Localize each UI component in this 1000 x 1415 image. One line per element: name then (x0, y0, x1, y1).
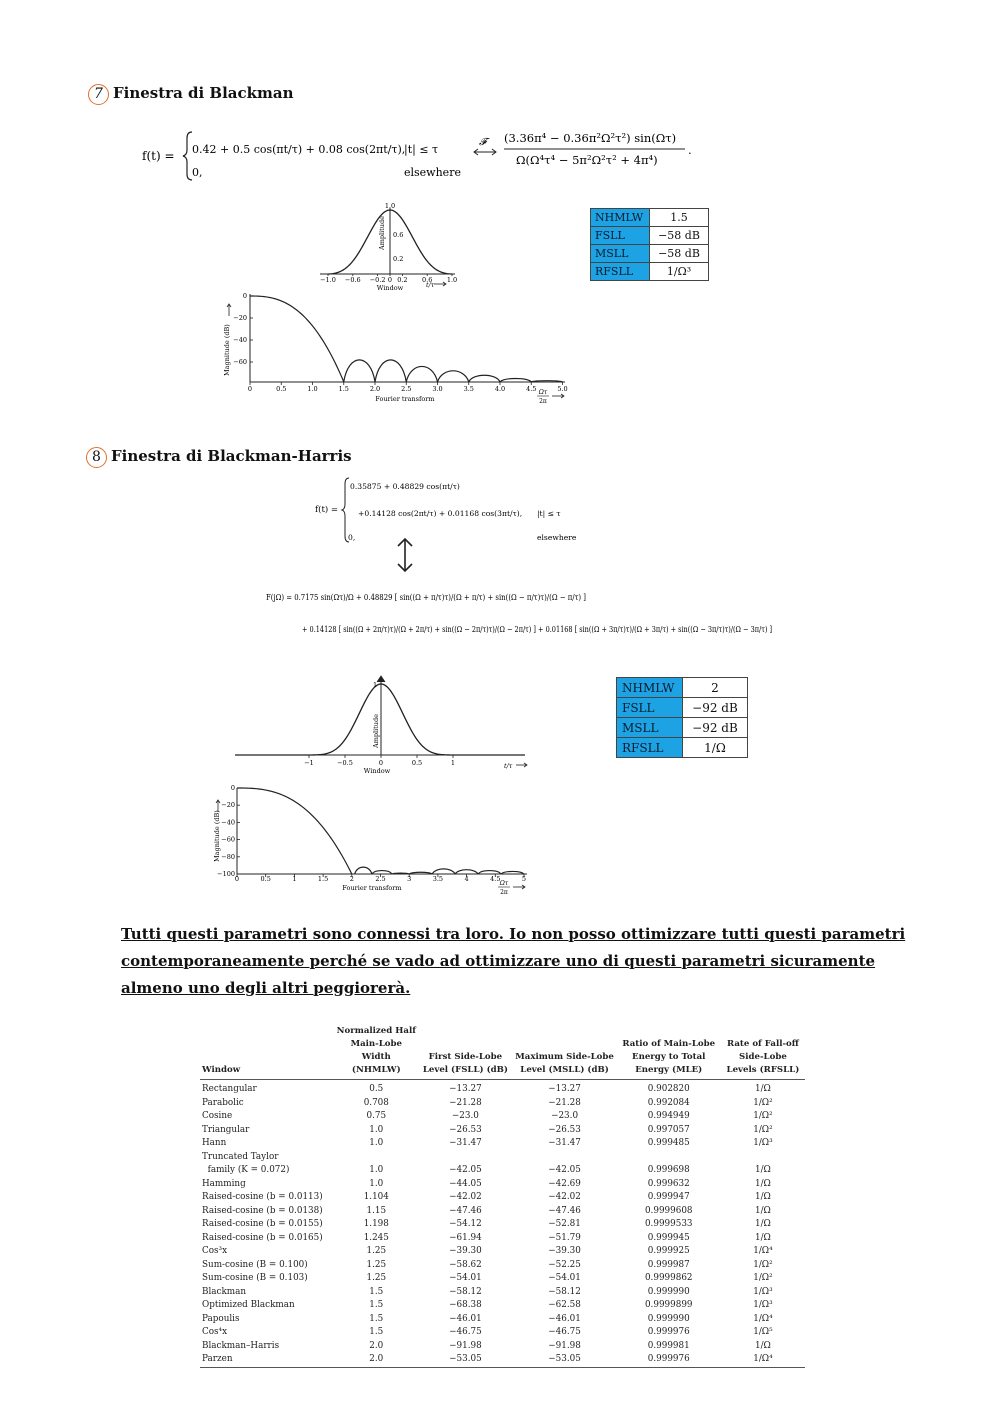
table-row (200, 1299, 805, 1313)
table-row (200, 1232, 805, 1246)
tick-label: 0 (378, 759, 384, 767)
value-cell: 1/Ω² (753, 1273, 773, 1283)
tick-label: 3.5 (463, 385, 474, 393)
value-cell: 0.999976 (647, 1327, 690, 1337)
tick-label: 0.2 (397, 276, 408, 284)
table-header-row (200, 1025, 805, 1080)
tick-label: 2.5 (375, 875, 386, 883)
transform-line-1: F(jΩ) = 0.7175 sin(Ωτ)/Ω + 0.48829 [ sin((Ω + π/τ)τ)/(Ω + π/τ) + sin((Ω − π/τ)τ)/(Ω − π/τ) ] (266, 593, 586, 602)
window-name-cell: Raised-cosine (b = 0.0165) (202, 1232, 323, 1243)
tick-label: −100 (217, 870, 235, 878)
value-cell: 1/Ω (754, 1165, 771, 1175)
tick-label: 3 (407, 875, 412, 883)
window-name-cell: Hamming (202, 1178, 246, 1189)
table-row (200, 1137, 805, 1151)
value-cell: 2.0 (334, 1353, 418, 1367)
window-name-cell: Raised-cosine (b = 0.0155) (202, 1219, 323, 1229)
window-name-cell: Sum-cosine (B = 0.100) (202, 1259, 308, 1270)
tick-label: −20 (233, 314, 247, 322)
parameters-note: Tutti questi parametri sono connessi tra loro. Io non posso ottimizzare tutti questi parametri contemporaneamente perché se vado ad ottimizzare uno di questi parametri sicuramente almeno uno degli altri peggiorerà. (121, 925, 906, 997)
fourier-symbol: 𝓕 (479, 137, 487, 148)
table-row (200, 1124, 805, 1138)
tick-label: −0.2 (369, 276, 386, 284)
value-cell: −42.05 (548, 1165, 581, 1175)
section-title-text: Finestra di Blackman (113, 84, 294, 102)
column-header: Ratio of Main-Lobe Energy to Total Energy (MLE) (617, 1025, 721, 1080)
value-cell: 1/Ω³ (753, 1300, 773, 1310)
value-cell: −62.58 (548, 1300, 581, 1310)
value-cell: −47.46 (449, 1205, 482, 1216)
tick-label: 0.6 (422, 276, 433, 284)
formula-rhs-denominator: Ω(Ω⁴τ⁴ − 5π²Ω²τ² + 4π⁴) (516, 153, 658, 167)
x-axis-title: Fourier transform (375, 395, 435, 403)
table-row (200, 1164, 805, 1178)
formula-cond-2: elsewhere (404, 166, 461, 179)
param-row: FSLL −92 dB (617, 698, 748, 718)
tick-label: −1 (304, 759, 314, 767)
x-axis-label: t/τ (504, 762, 513, 770)
value-cell: 0.999698 (647, 1165, 690, 1175)
value-cell: 1/Ω³ (753, 1138, 773, 1148)
value-cell: −52.81 (548, 1219, 581, 1229)
tick-label: 4.5 (490, 875, 501, 883)
value-cell: 0.9999899 (644, 1300, 693, 1310)
magnitude-curve (237, 788, 524, 874)
tick-label: −60 (221, 835, 235, 844)
svg-text:2π: 2π (500, 889, 508, 896)
formula-cond-2: elsewhere (537, 533, 577, 542)
value-cell: 1.245 (363, 1232, 389, 1243)
tick-label: 3.0 (432, 385, 443, 393)
tick-label: −40 (221, 818, 235, 827)
tick-label: 1 (450, 759, 456, 767)
tick-label: 4.5 (526, 385, 537, 393)
value-cell: −23.0 (451, 1111, 479, 1121)
blackman-harris-formula (312, 474, 612, 546)
x-axis-title: Fourier transform (342, 884, 402, 892)
table-row (200, 1259, 805, 1273)
value-cell (512, 1151, 616, 1165)
value-cell: −53.05 (512, 1353, 616, 1367)
tick-label: 5.0 (557, 385, 568, 393)
value-cell: −13.27 (548, 1084, 581, 1094)
value-cell: 0.999990 (647, 1313, 690, 1324)
column-header: First Side-Lobe Level (FSLL) (dB) (418, 1025, 512, 1080)
tick-label: −0.5 (337, 759, 353, 767)
value-cell: 0.999925 (647, 1246, 690, 1256)
y-axis-label: Amplitude (372, 714, 380, 748)
value-cell: 1.5 (369, 1286, 384, 1297)
value-cell: 1/Ω (754, 1340, 771, 1351)
svg-text:Ωτ: Ωτ (538, 389, 548, 396)
tick-label: 0 (387, 276, 393, 284)
tick-label: −40 (233, 336, 247, 344)
param-row: NHMLW 1.5 (591, 209, 709, 227)
blackman-window-plot (310, 198, 470, 293)
value-cell: 1/Ω⁴ (753, 1246, 773, 1256)
tick-label: −1.0 (320, 276, 336, 284)
value-cell: −58.62 (449, 1259, 482, 1270)
column-header: Rate of Fall-off Side-Lobe Levels (RFSLL) (721, 1025, 805, 1080)
value-cell: 1/Ω⁴ (753, 1313, 773, 1324)
window-name-cell: Raised-cosine (b = 0.0138) (202, 1205, 323, 1216)
blackman-harris-transform (262, 578, 782, 648)
section-number-badge: 7 (88, 84, 109, 105)
value-cell: 1/Ω⁴ (721, 1353, 805, 1367)
window-name-cell: Sum-cosine (B = 0.103) (202, 1273, 308, 1283)
tick-label: −80 (221, 852, 235, 861)
transform-line-2: + 0.14128 [ sin((Ω + 2π/τ)τ)/(Ω + 2π/τ) + sin((Ω − 2π/τ)τ)/(Ω − 2π/τ) ] + 0.01168 [ sin((Ω + 3π/τ)τ)/(Ω + 3π/τ) + sin((Ω − 3π/τ)τ)/(Ω − 3π/τ) ] (302, 625, 772, 634)
window-name-cell: Triangular (202, 1124, 250, 1135)
value-cell: 0.902820 (647, 1084, 690, 1094)
table-row (200, 1326, 805, 1340)
tick-label: 4 (464, 875, 469, 883)
transform-arrow-icon (395, 537, 415, 573)
window-name-cell: Blackman (202, 1286, 247, 1297)
tick-label: 0 (247, 385, 253, 393)
value-cell: 0.9999862 (644, 1273, 693, 1283)
value-cell: −42.02 (449, 1192, 482, 1202)
formula-line-2: +0.14128 cos(2πt/τ) + 0.01168 cos(3πt/τ), (358, 509, 523, 518)
value-cell: −42.02 (548, 1192, 581, 1202)
window-name-cell: Optimized Blackman (202, 1300, 295, 1310)
value-cell: 1/Ω³ (753, 1286, 773, 1297)
table-row (200, 1178, 805, 1192)
value-cell: 1.0 (369, 1124, 384, 1135)
tick-label: 0 (242, 292, 247, 300)
param-row: NHMLW 2 (617, 678, 748, 698)
value-cell: −61.94 (449, 1232, 482, 1243)
value-cell: −46.75 (449, 1327, 482, 1337)
section-title-text: Finestra di Blackman-Harris (111, 447, 352, 465)
tick-label: 5 (521, 875, 527, 883)
formula-lhs: f(t) = (142, 149, 175, 163)
formula-line-1: 0.35875 + 0.48829 cos(πt/τ) (350, 482, 460, 491)
formula-case-2: 0, (192, 166, 203, 179)
value-cell: −58.12 (449, 1286, 482, 1297)
value-cell: 0.9999533 (644, 1219, 693, 1229)
value-cell: 1.5 (369, 1327, 384, 1337)
tick-label: 3.5 (432, 875, 444, 883)
table-row (200, 1272, 805, 1286)
svg-text:1.0: 1.0 (384, 202, 396, 210)
table-row (200, 1097, 805, 1111)
tick-label: 0 (234, 875, 240, 883)
value-cell: −39.30 (449, 1246, 482, 1256)
svg-text:1: 1 (373, 681, 378, 689)
svg-text:0.6: 0.6 (393, 231, 404, 239)
tick-label: 1.5 (338, 385, 349, 393)
svg-text:0.2: 0.2 (393, 255, 404, 263)
table-row (200, 1286, 805, 1300)
window-name-cell: Hann (202, 1138, 227, 1148)
window-name-cell: Cosine (202, 1111, 233, 1121)
table-row (200, 1245, 805, 1259)
value-cell: 0.9999608 (644, 1205, 693, 1216)
value-cell: −13.27 (449, 1084, 482, 1094)
value-cell: 1/Ω² (753, 1111, 773, 1121)
value-cell: 1/Ω (754, 1219, 771, 1229)
x-axis-title: Window (363, 767, 391, 775)
table-row (200, 1110, 805, 1124)
value-cell: 1.198 (363, 1219, 389, 1229)
value-cell: −54.12 (449, 1219, 482, 1229)
value-cell (418, 1151, 512, 1165)
value-cell: 1/Ω (754, 1192, 771, 1202)
value-cell: 1.0 (369, 1178, 384, 1189)
value-cell: 0.999987 (647, 1259, 690, 1270)
value-cell: 1/Ω (754, 1205, 771, 1216)
formula-rhs-numerator: (3.36π⁴ − 0.36π²Ω²τ²) sin(Ωτ) (504, 131, 677, 145)
value-cell (334, 1151, 418, 1165)
value-cell: 0.708 (363, 1097, 389, 1108)
formula-case-2: 0, (348, 533, 356, 542)
value-cell: 0.5 (369, 1084, 384, 1094)
param-row: FSLL −58 dB (591, 227, 709, 245)
column-header: Window (200, 1025, 334, 1080)
x-axis-title: Window (376, 284, 404, 292)
value-cell: 0.999981 (647, 1340, 690, 1351)
value-cell: −54.01 (449, 1273, 482, 1283)
window-name-cell: Cos⁴x (202, 1327, 228, 1337)
y-axis-label: Magnitude (dB) (223, 324, 231, 376)
value-cell: 1.25 (366, 1273, 387, 1283)
value-cell: 1.5 (369, 1313, 384, 1324)
value-cell: 1/Ω⁵ (753, 1327, 773, 1337)
blackman-fourier-plot (215, 288, 575, 406)
value-cell: −51.79 (548, 1232, 581, 1243)
param-row: MSLL −92 dB (617, 718, 748, 738)
value-cell: −46.75 (548, 1327, 581, 1337)
value-cell: 0.999990 (647, 1286, 690, 1297)
value-cell: 1/Ω² (753, 1097, 773, 1108)
value-cell: 1/Ω² (753, 1124, 773, 1135)
value-cell: 1.5 (369, 1300, 384, 1310)
tick-label: 0.5 (411, 759, 423, 767)
magnitude-curve (250, 296, 563, 382)
window-name-cell: Cos³x (202, 1246, 228, 1256)
tick-label: 2.0 (369, 385, 381, 393)
table-row (200, 1205, 805, 1219)
window-name-cell: Truncated Taylor (202, 1151, 279, 1162)
value-cell: 0.999485 (647, 1138, 690, 1148)
formula-cond-1: |t| ≤ τ (404, 143, 439, 156)
table-row (200, 1218, 805, 1232)
tick-label: 2.5 (401, 385, 412, 393)
windows-comparison-table (200, 1025, 805, 1368)
value-cell: 1/Ω (754, 1084, 771, 1094)
value-cell: −42.05 (449, 1165, 482, 1175)
y-axis-label: Amplitude (378, 216, 386, 250)
value-cell (721, 1151, 805, 1165)
value-cell: 0.992084 (647, 1097, 690, 1108)
value-cell: −91.98 (449, 1340, 482, 1351)
value-cell: 0.997057 (647, 1124, 690, 1135)
value-cell: 1.25 (366, 1246, 387, 1256)
tick-label: 4.0 (494, 385, 506, 393)
value-cell: −23.0 (551, 1111, 579, 1121)
window-curve (235, 684, 525, 755)
tick-label: 1.0 (307, 385, 318, 393)
svg-text:2π: 2π (539, 398, 547, 405)
value-cell: −31.47 (449, 1138, 482, 1148)
table-row (200, 1313, 805, 1327)
value-cell: −21.28 (449, 1097, 482, 1108)
tick-label: −20 (221, 801, 235, 810)
value-cell: −91.98 (548, 1340, 581, 1351)
value-cell: −26.53 (449, 1124, 482, 1135)
tick-label: 1.0 (446, 276, 458, 284)
section-number-badge: 8 (86, 447, 107, 468)
svg-text:Ωτ: Ωτ (499, 880, 509, 887)
x-axis-label: t/τ (426, 281, 435, 289)
value-cell: −68.38 (449, 1300, 482, 1310)
value-cell: −52.25 (548, 1259, 581, 1270)
value-cell: 0.999945 (647, 1232, 690, 1243)
window-name-cell: Blackman–Harris (202, 1340, 280, 1351)
table-row (200, 1080, 805, 1097)
param-row: RFSLL 1/Ω (617, 738, 748, 758)
value-cell: −53.05 (418, 1353, 512, 1367)
formula-case-1: 0.42 + 0.5 cos(πt/τ) + 0.08 cos(2πt/τ), (192, 143, 406, 156)
param-row: MSLL −58 dB (591, 245, 709, 263)
tick-label: −0.6 (344, 276, 361, 284)
value-cell: −47.46 (548, 1205, 581, 1216)
blackman-formula (140, 118, 720, 186)
window-name-cell: Papoulis (202, 1313, 240, 1324)
table-row (200, 1151, 805, 1165)
column-header: Normalized Half Main-Lobe Width (NHMLW) (334, 1025, 418, 1080)
value-cell: −21.28 (548, 1097, 581, 1108)
table-row (200, 1340, 805, 1354)
formula-cond-1: |t| ≤ τ (537, 509, 561, 518)
value-cell: −42.69 (548, 1178, 581, 1189)
value-cell: 1/Ω² (753, 1259, 773, 1270)
blackman-harris-params-table (616, 677, 748, 758)
value-cell: 1.25 (366, 1259, 387, 1270)
value-cell: 1.104 (363, 1192, 389, 1202)
blackman-harris-window-plot (230, 672, 540, 780)
window-name-cell: Parabolic (202, 1097, 244, 1108)
tick-label: 0.5 (260, 875, 271, 883)
tick-label: 2 (349, 875, 354, 883)
value-cell: 0.75 (366, 1111, 387, 1121)
section-7-title (88, 84, 294, 105)
value-cell: 1.0 (369, 1165, 384, 1175)
window-name-cell: Parzen (200, 1353, 334, 1367)
window-name-cell: Raised-cosine (b = 0.0113) (202, 1192, 323, 1202)
table-row (200, 1191, 805, 1205)
section-8-title (86, 447, 352, 468)
value-cell: 0.999632 (647, 1178, 690, 1189)
value-cell: −58.12 (548, 1286, 581, 1297)
value-cell: 0.999947 (647, 1192, 690, 1202)
value-cell: −46.01 (449, 1313, 482, 1324)
table-row (200, 1353, 805, 1367)
param-row: RFSLL 1/Ω³ (591, 263, 709, 281)
window-name-cell: Rectangular (202, 1084, 257, 1094)
value-cell: 0.994949 (647, 1111, 690, 1121)
value-cell: −39.30 (548, 1246, 581, 1256)
tick-label: 1 (292, 875, 297, 883)
value-cell: −46.01 (548, 1313, 581, 1324)
tick-label: 0.5 (276, 385, 287, 393)
value-cell: 1/Ω (754, 1232, 771, 1243)
tick-label: 0 (230, 784, 235, 792)
svg-text:.: . (688, 143, 692, 157)
blackman-params-table (590, 208, 709, 281)
tick-label: 1.5 (317, 875, 329, 883)
value-cell: −44.05 (449, 1178, 482, 1189)
value-cell: 1.0 (369, 1138, 384, 1148)
tick-label: −60 (233, 358, 247, 366)
y-axis-label: Magnitude (dB) (213, 810, 221, 862)
value-cell: 0.999976 (617, 1353, 721, 1367)
blackman-harris-fourier-plot (207, 782, 537, 900)
value-cell: −31.47 (548, 1138, 581, 1148)
value-cell: 1/Ω (754, 1178, 771, 1189)
value-cell: −54.01 (548, 1273, 581, 1283)
value-cell: 2.0 (369, 1340, 384, 1351)
value-cell: 1.15 (366, 1205, 387, 1216)
value-cell (617, 1151, 721, 1165)
window-name-cell: family (K = 0.072) (202, 1165, 290, 1175)
column-header: Maximum Side-Lobe Level (MSLL) (dB) (512, 1025, 616, 1080)
value-cell: −26.53 (548, 1124, 581, 1135)
formula-lhs: f(t) = (315, 505, 339, 515)
